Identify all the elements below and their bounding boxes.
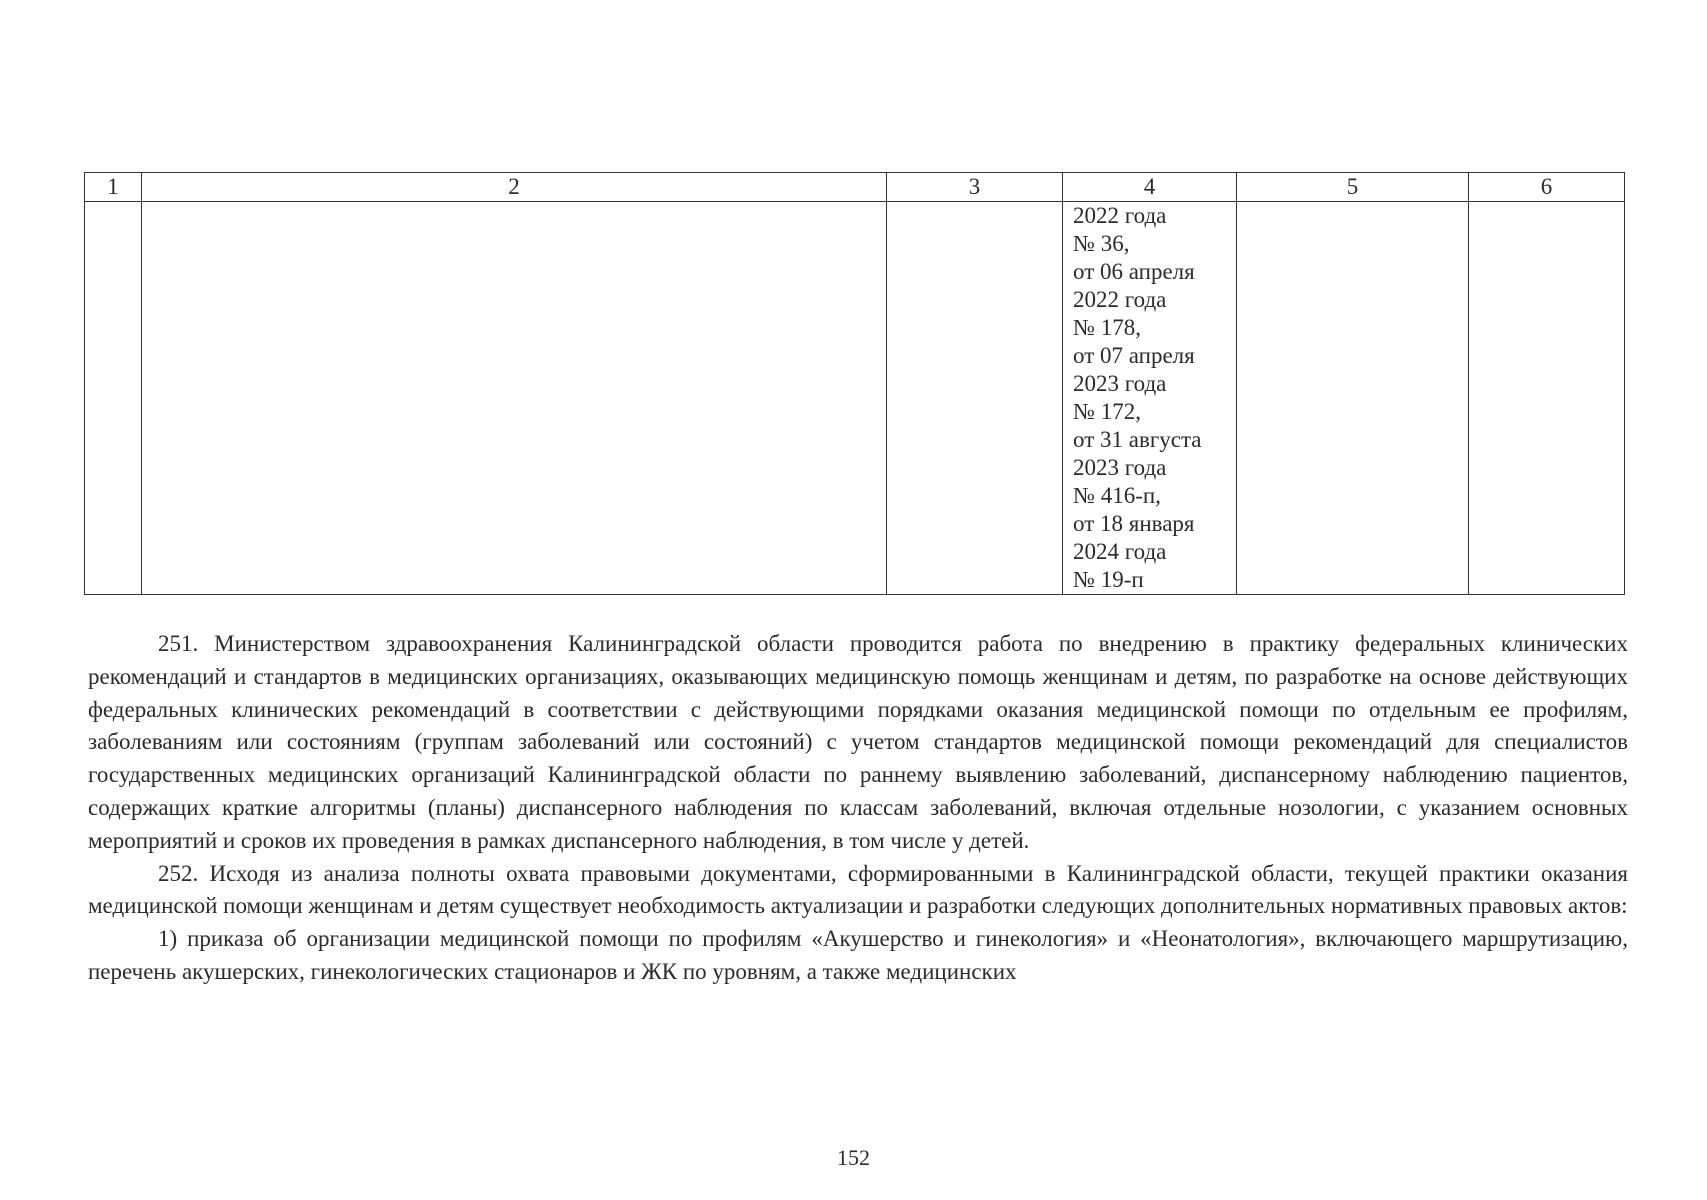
table-header-cell: 2 <box>142 173 887 202</box>
paragraph-251: 251. Министерством здравоохранения Калининградской области проводится работа по внедрению в практику федеральных клинических рекомендаций и стандартов в медицинских организациях, оказывающих медицинскую помощь женщинам и детям, по разработке на основе действующих федеральных клинических рекомендаций в соответствии с действующими порядками оказания медицинской помощи по отдельным ее профилям, заболеваниям или состояниям (группам заболеваний или состояний) с учетом стандартов медицинской помощи рекомендаций для специалистов государственных медицинских организаций Калининградской области по раннему выявлению заболеваний, диспансерному наблюдению пациентов, содержащих краткие алгоритмы (планы) диспансерного наблюдения по классам заболеваний, включая отдельные нозологии, с указанием основных мероприятий и сроков их проведения в рамках диспансерного наблюдения, в том числе у детей. <box>88 631 1628 853</box>
document-table <box>84 172 1625 595</box>
table-cell-dates <box>1063 202 1237 595</box>
date-line: 2022 года <box>1073 287 1167 312</box>
date-line: № 416-п, <box>1073 483 1161 508</box>
table-cell <box>142 202 887 595</box>
date-line: № 19-п <box>1073 567 1144 592</box>
body-text <box>88 628 1628 989</box>
date-line: № 36, <box>1073 231 1130 256</box>
table-header-cell: 1 <box>85 173 142 202</box>
date-list <box>1063 202 1236 594</box>
table-header-cell: 6 <box>1469 173 1625 202</box>
table-row <box>85 202 1625 595</box>
date-line: от 18 января <box>1073 511 1195 536</box>
date-line: 2024 года <box>1073 539 1167 564</box>
date-line: от 07 апреля <box>1073 343 1195 368</box>
table-cell <box>1469 202 1625 595</box>
table-header-cell: 4 <box>1063 173 1237 202</box>
date-line: 2023 года <box>1073 455 1167 480</box>
table-header-row <box>85 173 1625 202</box>
table-header-cell: 3 <box>887 173 1063 202</box>
paragraph-252: 252. Исходя из анализа полноты охвата правовыми документами, сформированными в Калининградской области, текущей практики оказания медицинской помощи женщинам и детям существует необходимость актуализации и разработки следующих дополнительных нормативных правовых актов: <box>88 860 1628 919</box>
table-cell <box>887 202 1063 595</box>
date-line: № 172, <box>1073 399 1141 424</box>
date-line: 2022 года <box>1073 203 1167 228</box>
paragraph-item-1: 1) приказа об организации медицинской помощи по профилям «Акушерство и гинекология» и «Неонатология», включающего маршрутизацию, перечень акушерских, гинекологических стационаров и ЖК по уровням, а также медицинских <box>88 926 1628 984</box>
date-line: от 06 апреля <box>1073 259 1195 284</box>
date-line: 2023 года <box>1073 371 1167 396</box>
table-cell <box>1237 202 1469 595</box>
table-cell <box>85 202 142 595</box>
table-header-cell: 5 <box>1237 173 1469 202</box>
date-line: от 31 августа <box>1073 427 1202 452</box>
page-number: 152 <box>837 1145 870 1170</box>
date-line: № 178, <box>1073 315 1141 340</box>
